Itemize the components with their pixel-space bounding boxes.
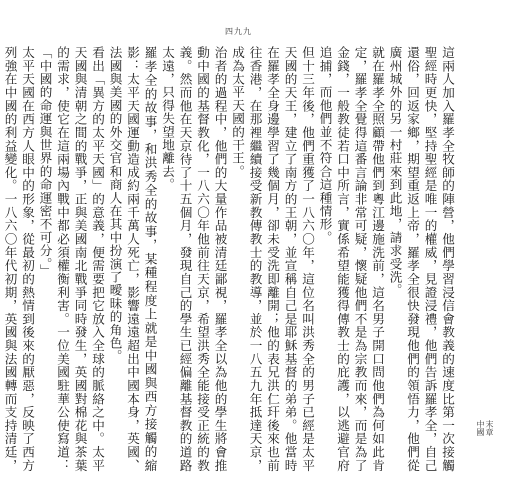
paragraph: 羅孝全的故事，和洪秀全的故事，某種程度上就是中國與西方接觸的縮影：太平天國運動造成約兩千萬人死亡，影響遠遠超出中國本身，英國、法國與美國的外交官和商人在其中扮演了曖昧的角色。 [107,46,158,472]
paragraph: 太平天國在西方人眼中的形象，從最初的熱情到後來的厭惡，反映了西方列強在中國的利益變化。一八六〇年代初期，英國與法國轉而支持清廷， [2,46,35,472]
paragraph: 就在羅孝全照顧帶他們到粵江邊施洗前，這名男子開口問他們為何如此肯定，羅孝全覺得這番言論非常可疑，懷疑他們不是為宗教而來，而是為了金錢，一般教徒若口中所言，實係希望能獲得傳教士的庇護，以逃避官府追捕，而他們並不符合這種情形。 [317,46,385,472]
running-head [476,420,494,436]
body-text [2,46,456,472]
paragraph: 治者的過程中，他們的大量作品被清廷鄙視，羅孝全以為他的學生將會推動中國的基督教化，一八六〇年他前往天京，希望洪秀全能接受正統的教義。然而他在天京待了十五個月，發現自己的學生已經偏離基督教的道路太遠，只得失望地離去。 [160,46,228,472]
paragraph: 但十三年後，他們重獲了一八六〇年，這位名叫洪秀全的男子已經是太平天國的天王，建立了南方的王朝，並宣稱自己是耶穌基督的弟弟。他當時在羅孝全身邊學習了幾個月，卻未受洗即離開；他的表兄洪仁玕後來也前往香港，在那裡繼續接受新教傳教士的教導，並於一八五九年抵達天京，成為太平天國的干王。 [230,46,315,472]
paragraph: 這兩人加入羅孝全牧師的陣營，他們學習浸信會教義的速度比第一次接觸聖經時更快，堅持聖經是唯一的權威，見證浸禮，他們告訴羅孝全，自己還俗，回返家鄉，期望重返上帝，羅孝全很快發現他們的領悟力，他們從廣州城外的另一村莊來到此地，請求受洗。 [387,46,455,472]
page-number: 四九九 [225,27,252,36]
running-head-title: 中國 [476,420,485,436]
paragraph: 看出「異方的太平天國」的意義，便需要把它放入全球的脈絡之中。太平天國與清朝之間的戰爭，正與美國南北戰爭同時發生，英國對棉花與茶葉的需求，使它在這兩場內戰中都必須權衡利害。一位美國駐華公使寫道：「中國的命運與世界的命運密不可分。」 [37,46,105,472]
running-head-chapter: 末章 [485,420,494,436]
